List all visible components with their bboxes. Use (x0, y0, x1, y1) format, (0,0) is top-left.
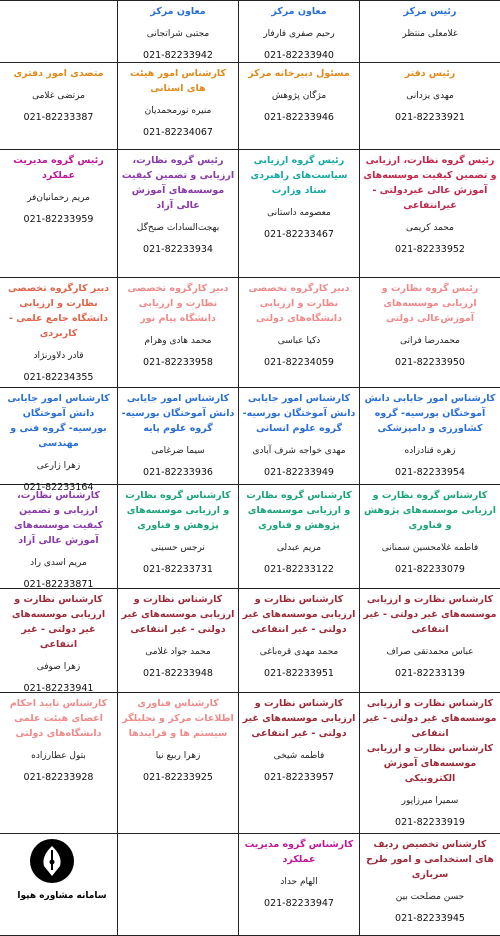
phone-number: 021-82233941 (23, 683, 94, 694)
table-cell (0, 278, 118, 388)
table-cell (360, 388, 500, 485)
phone-number: 021-82233959 (23, 214, 94, 225)
phone-number: 021-82233946 (264, 112, 334, 123)
table-cell (0, 693, 118, 834)
position-title: مسئول دبیرخانه مرکز (248, 68, 350, 79)
staff-name: غلامعلی منتظر (402, 29, 458, 39)
table-cell (118, 388, 239, 485)
phone-number: 021-82234059 (264, 357, 334, 368)
phone-number: 021-82233958 (143, 357, 213, 368)
table-cell (118, 485, 239, 589)
position-title: دبیر کارگروه تخصصی نظارت و ارزیابی دانشگاه جامع علمی - کاربردی (7, 283, 110, 339)
phone-number: 021-82234355 (23, 372, 94, 383)
table-cell (360, 485, 500, 589)
position-title: معاون مرکز (271, 6, 327, 17)
position-title: رئیس گروه نظارت، ارزیابی و تضمین کیفیت موسسه‌های آموزش عالی آزاد (121, 155, 235, 211)
phone-number: 021-82233949 (264, 467, 334, 478)
position-title: کارشناس تخصیص ردیف های استخدامی و امور طرح سربازی (366, 839, 494, 880)
staff-name: نرجس حسینی (151, 543, 205, 553)
table-cell (118, 150, 239, 278)
table-cell (239, 278, 360, 388)
position-title: کارشناس امور هیئت های استانی (129, 68, 227, 94)
position-title: رئیس دفتر (404, 68, 456, 79)
phone-number: 021-82233957 (264, 772, 334, 783)
table-cell (0, 485, 118, 589)
table-cell (0, 150, 118, 278)
position-title: رئیس گروه ارزیابی سیاست‌های راهبردی ستاد وزارت (250, 155, 348, 196)
position-title: کارشناس نظارت و ارزیابی موسسه‌های غیر دولتی - غیر انتفاعی (11, 594, 106, 650)
table-cell (360, 150, 500, 278)
staff-name: فاطمه غلامحسین سمنانی (381, 543, 479, 553)
staff-name: فاطمه شیخی (273, 751, 325, 761)
pen-nib-icon (30, 839, 74, 883)
phone-number: 021-82233945 (395, 913, 465, 924)
staff-name: مریم رحمانیان‌فر (27, 193, 90, 203)
phone-number: 021-82233164 (23, 482, 94, 493)
staff-name: ذکیا عباسی (277, 336, 321, 346)
table-cell (0, 63, 118, 150)
table-cell (360, 1, 500, 63)
table-cell (118, 834, 239, 936)
phone-number: 021-82233947 (264, 898, 334, 909)
staff-name: زهرا زارعی (36, 461, 81, 471)
phone-number: 021-82233871 (23, 579, 94, 590)
table-cell (0, 589, 118, 693)
phone-number: 021-82233951 (264, 668, 334, 679)
staff-name: محمدرضا فراتی (400, 336, 460, 346)
staff-name: محمد مهدی قره‌باغی (259, 647, 339, 657)
staff-name: قادر دلاورنژاد (33, 351, 84, 361)
logo (6, 839, 118, 931)
staff-name: مرتضی غلامی (32, 91, 85, 101)
position-title: کارشناس نظارت و ارزیابی موسسه‌های غیر دولتی - غیر انتفاعی کارشناس نظارت و ارزیابی موسسه‌های آموزش الکترونیکی (363, 698, 497, 784)
staff-name: زهره قنادزاده (404, 446, 456, 456)
phone-number: 021-82233079 (395, 564, 465, 575)
table-cell (239, 485, 360, 589)
position-title: کارشناس نظارت و ارزیابی موسسه‌های غیر دولتی - غیر انتفاعی (121, 594, 235, 635)
position-title: کارشناس گروه نظارت و ارزیابی موسسه‌های پژوهش و فناوری (246, 490, 352, 531)
table-cell (118, 693, 239, 834)
phone-number: 021-82233387 (23, 112, 94, 123)
table-cell (118, 278, 239, 388)
position-title: کارشناس امور جایابی دانش آموختگان بورسیه- گروه کشاورزی و دامپزشکی (364, 393, 496, 434)
phone-number: 021-82233940 (264, 50, 334, 61)
staff-name: معصومه داستانی (267, 208, 331, 218)
position-title: رئیس گروه مدیریت عملکرد (13, 155, 104, 181)
table-cell (239, 150, 360, 278)
staff-name: حسن مصلحت بین (395, 892, 465, 902)
position-title: دبیر کارگروه تخصصی نظارت و ارزیابی دانشگاه‌های دولتی (248, 283, 350, 324)
table-cell (239, 1, 360, 63)
staff-name: رحیم صفری فارفار (263, 29, 335, 39)
staff-name: بهجت‌السادات صبح‌گل (136, 223, 220, 233)
phone-number: 021-82233942 (143, 50, 213, 61)
phone-number: 021-82233919 (395, 817, 465, 828)
table-cell (118, 589, 239, 693)
position-title: کارشناس گروه نظارت و ارزیابی موسسه‌های پژوهش و فناوری (364, 490, 496, 531)
table-cell (239, 63, 360, 150)
phone-number: 021-82233731 (143, 564, 213, 575)
staff-name: سیما ضرغامی (151, 446, 205, 456)
phone-number: 021-82233122 (264, 564, 334, 575)
phone-number: 021-82233950 (395, 357, 465, 368)
phone-number: 021-82234067 (143, 127, 213, 138)
staff-name: الهام حداد (280, 877, 318, 887)
staff-name: مژگان پژوهش (271, 91, 327, 101)
staff-name: مریم عبدلی (276, 543, 322, 553)
phone-number: 021-82233952 (395, 244, 465, 255)
table-cell (360, 63, 500, 150)
phone-number: 021-82233921 (395, 112, 465, 123)
staff-name: محمد جواد غلامی (145, 647, 211, 657)
phone-number: 021-82233934 (143, 244, 213, 255)
staff-name: محمد هادی وهرام (144, 336, 212, 346)
staff-name: محمد کریمی (406, 223, 454, 233)
staff-name: منیره نورمحمدیان (144, 106, 212, 116)
position-title: کارشناس گروه مدیریت عملکرد (244, 839, 354, 865)
staff-name: مهدی یزدانی (406, 91, 454, 101)
table-cell (239, 834, 360, 936)
position-title: کارشناس نظارت و ارزیابی موسسه‌های غیر دولتی - غیر انتفاعی (363, 594, 497, 635)
position-title: کارشناس فناوری اطلاعات مرکز و تحلیلگر سیستم ها و فرایندها (122, 698, 234, 739)
phone-number: 021-82233928 (23, 772, 94, 783)
table-cell (0, 1, 118, 63)
staff-name: زهرا ربیع نیا (155, 751, 201, 761)
position-title: کارشناس نظارت و ارزیابی موسسه‌های غیر دولتی - غیر انتفاعی (242, 594, 356, 635)
position-title: کارشناس نظارت و ارزیابی موسسه‌های غیر دولتی - غیر انتفاعی (242, 698, 356, 739)
position-title: رئیس گروه نظارت، ارزیابی و تضمین کیفیت موسسه‌های آموزش عالی غیردولتی - غیرانتفاعی (363, 155, 497, 211)
table-cell (118, 63, 239, 150)
position-title: کارشناس امور جایابی دانش آموختگان بورسیه- گروه علوم انسانی (242, 393, 356, 434)
position-title: کارشناس امور جایابی دانش آموختگان بورسیه- گروه علوم پایه (121, 393, 235, 434)
table-cell (360, 834, 500, 936)
staff-name: مریم اسدی راد (30, 558, 87, 568)
position-title: متصدی امور دفتری (13, 68, 104, 79)
table-cell (239, 693, 360, 834)
staff-name: سمیرا میرزاپور (401, 796, 459, 806)
table-cell (118, 1, 239, 63)
position-title: کارشناس امور جایابی دانش آموختگان بورسیه- گروه فنی و مهندسی (7, 393, 110, 449)
position-title: کارشناس نظارت، ارزیابی و تضمین کیفیت موسسه‌های آموزش عالی آزاد (14, 490, 103, 546)
phone-number: 021-82233936 (143, 467, 213, 478)
position-title: کارشناس تایید احکام اعضای هیئت علمی دانشگاه‌های دولتی (9, 698, 108, 739)
table-cell (0, 388, 118, 493)
phone-number: 021-82233948 (143, 668, 213, 679)
position-title: کارشناس گروه نظارت و ارزیابی موسسه‌های پژوهش و فناوری (125, 490, 231, 531)
position-title: رئیس گروه نظارت و ارزیابی موسسه‌های آموزش‌عالی دولتی (381, 283, 479, 324)
staff-name: مهدی خواجه شرف آبادی (252, 446, 346, 456)
staff-name: مجتبی شراتجانی (146, 29, 210, 39)
table-cell (360, 589, 500, 693)
phone-number: 021-82233925 (143, 772, 213, 783)
staff-name: بتول عطارزاده (31, 751, 86, 761)
phone-number: 021-82233139 (395, 668, 465, 679)
staff-name: عباس محمدتقی صراف (386, 647, 474, 657)
position-title: رئیس مرکز (403, 6, 457, 17)
logo-text: سامانه مشاوره هپوا (17, 891, 107, 901)
phone-number: 021-82233467 (264, 229, 334, 240)
position-title: دبیر کارگروه تخصصی نظارت و ارزیابی دانشگاه پیام نور (127, 283, 229, 324)
phone-number: 021-82233954 (395, 467, 465, 478)
position-title: معاون مرکز (150, 6, 206, 17)
table-cell (239, 388, 360, 485)
table-cell (360, 278, 500, 388)
staff-name: زهرا صوفی (36, 662, 81, 672)
table-cell (239, 589, 360, 693)
table-cell (360, 693, 500, 834)
